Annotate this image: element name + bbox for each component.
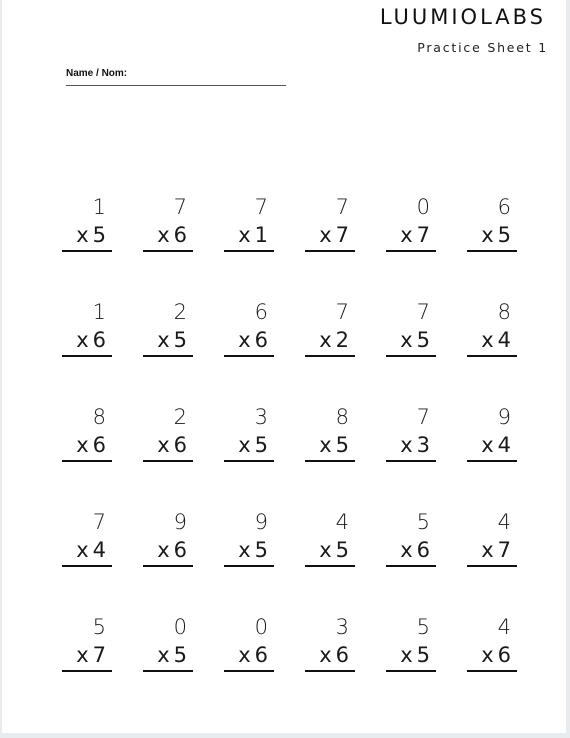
multiply-sign: x bbox=[238, 643, 251, 667]
problem-multiplier: 5 bbox=[416, 328, 430, 352]
answer-line[interactable] bbox=[224, 565, 274, 567]
multiply-sign: x bbox=[319, 328, 332, 352]
problem-multiplier-row bbox=[143, 641, 193, 669]
multiply-sign: x bbox=[76, 643, 89, 667]
problem-multiplicand: 4 bbox=[497, 510, 511, 534]
problem-grid bbox=[62, 193, 518, 672]
answer-line[interactable] bbox=[305, 670, 355, 672]
problem-multiplier: 5 bbox=[254, 538, 268, 562]
multiply-sign: x bbox=[319, 538, 332, 562]
multiplication-problem bbox=[224, 193, 274, 252]
multiply-sign: x bbox=[238, 328, 251, 352]
problem-multiplicand: 6 bbox=[254, 300, 268, 324]
multiplication-problem bbox=[143, 193, 193, 252]
multiply-sign: x bbox=[76, 538, 89, 562]
answer-line[interactable] bbox=[143, 355, 193, 357]
problem-multiplier: 5 bbox=[173, 328, 187, 352]
problem-multiplier-row bbox=[224, 431, 274, 459]
problem-multiplicand: 0 bbox=[254, 615, 268, 639]
problem-multiplicand: 3 bbox=[335, 615, 349, 639]
problem-multiplicand: 5 bbox=[92, 615, 106, 639]
problem-multiplier-row bbox=[467, 326, 517, 354]
multiply-sign: x bbox=[238, 538, 251, 562]
problem-multiplier-row bbox=[143, 431, 193, 459]
multiply-sign: x bbox=[481, 538, 494, 562]
multiplication-problem bbox=[305, 508, 355, 567]
name-write-line[interactable] bbox=[66, 85, 286, 86]
multiply-sign: x bbox=[238, 433, 251, 457]
problem-multiplier: 1 bbox=[254, 223, 268, 247]
multiplication-problem bbox=[467, 613, 517, 672]
multiplication-problem bbox=[62, 508, 112, 567]
problem-multiplier-row bbox=[62, 221, 112, 249]
multiplication-problem bbox=[467, 193, 517, 252]
multiplication-problem bbox=[224, 298, 274, 357]
problem-multiplier-row bbox=[386, 431, 436, 459]
multiply-sign: x bbox=[400, 538, 413, 562]
answer-line[interactable] bbox=[386, 670, 436, 672]
problem-multiplicand: 2 bbox=[173, 405, 187, 429]
multiplication-problem bbox=[62, 298, 112, 357]
multiply-sign: x bbox=[400, 643, 413, 667]
multiply-sign: x bbox=[238, 223, 251, 247]
multiplication-problem bbox=[62, 403, 112, 462]
multiply-sign: x bbox=[481, 433, 494, 457]
problem-multiplier-row bbox=[143, 326, 193, 354]
problem-multiplier-row bbox=[224, 641, 274, 669]
multiplication-problem bbox=[386, 403, 436, 462]
multiplication-problem bbox=[305, 403, 355, 462]
problem-multiplicand: 6 bbox=[497, 195, 511, 219]
problem-multiplicand: 8 bbox=[335, 405, 349, 429]
problem-multiplier-row bbox=[143, 536, 193, 564]
multiply-sign: x bbox=[400, 223, 413, 247]
problem-multiplier-row bbox=[62, 536, 112, 564]
problem-multiplier: 5 bbox=[335, 538, 349, 562]
answer-line[interactable] bbox=[467, 565, 517, 567]
problem-multiplier-row bbox=[467, 536, 517, 564]
multiply-sign: x bbox=[76, 223, 89, 247]
problem-multiplier: 2 bbox=[335, 328, 349, 352]
problem-multiplier: 6 bbox=[416, 538, 430, 562]
problem-multiplier: 6 bbox=[173, 433, 187, 457]
problem-multiplier: 4 bbox=[92, 538, 106, 562]
worksheet-page bbox=[2, 0, 566, 733]
problem-multiplier-row bbox=[467, 431, 517, 459]
multiplication-problem bbox=[386, 298, 436, 357]
problem-multiplier: 6 bbox=[254, 328, 268, 352]
answer-line[interactable] bbox=[386, 565, 436, 567]
name-field-label: Name / Nom: bbox=[66, 68, 128, 79]
problem-multiplier: 6 bbox=[173, 538, 187, 562]
problem-multiplicand: 5 bbox=[416, 615, 430, 639]
problem-multiplicand: 1 bbox=[92, 300, 106, 324]
answer-line[interactable] bbox=[143, 565, 193, 567]
problem-multiplier-row bbox=[467, 641, 517, 669]
problem-multiplicand: 7 bbox=[335, 195, 349, 219]
answer-line[interactable] bbox=[62, 460, 112, 462]
problem-multiplier: 7 bbox=[92, 643, 106, 667]
multiply-sign: x bbox=[157, 538, 170, 562]
answer-line[interactable] bbox=[62, 250, 112, 252]
problem-multiplier-row bbox=[386, 536, 436, 564]
problem-multiplier-row bbox=[305, 431, 355, 459]
multiplication-problem bbox=[143, 613, 193, 672]
answer-line[interactable] bbox=[224, 670, 274, 672]
multiply-sign: x bbox=[319, 223, 332, 247]
multiplication-problem bbox=[467, 403, 517, 462]
problem-multiplicand: 5 bbox=[416, 510, 430, 534]
problem-multiplier-row bbox=[62, 431, 112, 459]
multiply-sign: x bbox=[157, 433, 170, 457]
sheet-subtitle: Practice Sheet 1 bbox=[417, 40, 548, 55]
problem-multiplier-row bbox=[62, 326, 112, 354]
answer-line[interactable] bbox=[305, 565, 355, 567]
problem-multiplier: 5 bbox=[497, 223, 511, 247]
answer-line[interactable] bbox=[143, 250, 193, 252]
problem-multiplicand: 7 bbox=[416, 300, 430, 324]
problem-multiplier: 7 bbox=[497, 538, 511, 562]
multiplication-problem bbox=[143, 298, 193, 357]
multiply-sign: x bbox=[76, 433, 89, 457]
answer-line[interactable] bbox=[386, 355, 436, 357]
problem-multiplier: 6 bbox=[335, 643, 349, 667]
problem-multiplicand: 3 bbox=[254, 405, 268, 429]
problem-multiplier: 4 bbox=[497, 433, 511, 457]
problem-multiplier: 6 bbox=[92, 433, 106, 457]
problem-multiplier-row bbox=[386, 221, 436, 249]
problem-multiplier: 7 bbox=[416, 223, 430, 247]
answer-line[interactable] bbox=[467, 355, 517, 357]
answer-line[interactable] bbox=[305, 355, 355, 357]
answer-line[interactable] bbox=[62, 355, 112, 357]
problem-multiplicand: 1 bbox=[92, 195, 106, 219]
multiplication-problem bbox=[224, 508, 274, 567]
problem-multiplicand: 9 bbox=[497, 405, 511, 429]
problem-multiplicand: 9 bbox=[254, 510, 268, 534]
problem-multiplier: 5 bbox=[173, 643, 187, 667]
multiplication-problem bbox=[62, 613, 112, 672]
problem-multiplier: 4 bbox=[497, 328, 511, 352]
problem-multiplier-row bbox=[305, 326, 355, 354]
answer-line[interactable] bbox=[224, 460, 274, 462]
problem-multiplier: 5 bbox=[416, 643, 430, 667]
multiplication-problem bbox=[224, 403, 274, 462]
multiply-sign: x bbox=[76, 328, 89, 352]
problem-multiplier-row bbox=[386, 326, 436, 354]
problem-multiplier-row bbox=[386, 641, 436, 669]
answer-line[interactable] bbox=[305, 460, 355, 462]
problem-multiplier-row bbox=[143, 221, 193, 249]
brand-logo-text: LUUMIOLABS bbox=[379, 5, 546, 29]
problem-multiplier-row bbox=[224, 221, 274, 249]
multiplication-problem bbox=[386, 193, 436, 252]
multiply-sign: x bbox=[157, 328, 170, 352]
multiplication-problem bbox=[467, 508, 517, 567]
problem-multiplicand: 0 bbox=[416, 195, 430, 219]
problem-multiplicand: 7 bbox=[416, 405, 430, 429]
multiplication-problem bbox=[224, 613, 274, 672]
answer-line[interactable] bbox=[143, 670, 193, 672]
problem-multiplier: 5 bbox=[92, 223, 106, 247]
multiply-sign: x bbox=[400, 433, 413, 457]
problem-multiplicand: 7 bbox=[335, 300, 349, 324]
problem-multiplier: 6 bbox=[254, 643, 268, 667]
multiplication-problem bbox=[386, 508, 436, 567]
multiplication-problem bbox=[467, 298, 517, 357]
problem-multiplicand: 4 bbox=[497, 615, 511, 639]
answer-line[interactable] bbox=[467, 670, 517, 672]
multiplication-problem bbox=[305, 613, 355, 672]
answer-line[interactable] bbox=[386, 460, 436, 462]
problem-multiplier: 5 bbox=[335, 433, 349, 457]
problem-multiplier-row bbox=[305, 221, 355, 249]
answer-line[interactable] bbox=[62, 565, 112, 567]
problem-multiplicand: 0 bbox=[173, 615, 187, 639]
answer-line[interactable] bbox=[467, 250, 517, 252]
problem-multiplier-row bbox=[224, 326, 274, 354]
problem-multiplier: 6 bbox=[92, 328, 106, 352]
multiplication-problem bbox=[386, 613, 436, 672]
problem-multiplicand: 7 bbox=[173, 195, 187, 219]
answer-line[interactable] bbox=[467, 460, 517, 462]
problem-multiplier: 7 bbox=[335, 223, 349, 247]
answer-line[interactable] bbox=[143, 460, 193, 462]
problem-multiplicand: 7 bbox=[254, 195, 268, 219]
problem-multiplier-row bbox=[305, 641, 355, 669]
answer-line[interactable] bbox=[386, 250, 436, 252]
multiplication-problem bbox=[143, 508, 193, 567]
problem-multiplicand: 7 bbox=[92, 510, 106, 534]
answer-line[interactable] bbox=[224, 355, 274, 357]
problem-multiplicand: 4 bbox=[335, 510, 349, 534]
problem-multiplier-row bbox=[62, 641, 112, 669]
problem-multiplier-row bbox=[305, 536, 355, 564]
problem-multiplicand: 8 bbox=[497, 300, 511, 324]
problem-multiplier: 5 bbox=[254, 433, 268, 457]
problem-multiplicand: 8 bbox=[92, 405, 106, 429]
multiply-sign: x bbox=[157, 223, 170, 247]
multiplication-problem bbox=[305, 193, 355, 252]
multiplication-problem bbox=[62, 193, 112, 252]
multiply-sign: x bbox=[319, 643, 332, 667]
answer-line[interactable] bbox=[305, 250, 355, 252]
problem-multiplicand: 9 bbox=[173, 510, 187, 534]
problem-multiplier-row bbox=[224, 536, 274, 564]
multiply-sign: x bbox=[481, 223, 494, 247]
multiply-sign: x bbox=[481, 328, 494, 352]
multiply-sign: x bbox=[157, 643, 170, 667]
problem-multiplier-row bbox=[467, 221, 517, 249]
answer-line[interactable] bbox=[224, 250, 274, 252]
multiplication-problem bbox=[305, 298, 355, 357]
multiply-sign: x bbox=[481, 643, 494, 667]
multiply-sign: x bbox=[319, 433, 332, 457]
problem-multiplier: 6 bbox=[173, 223, 187, 247]
problem-multiplicand: 2 bbox=[173, 300, 187, 324]
multiplication-problem bbox=[143, 403, 193, 462]
answer-line[interactable] bbox=[62, 670, 112, 672]
problem-multiplier: 6 bbox=[497, 643, 511, 667]
multiply-sign: x bbox=[400, 328, 413, 352]
problem-multiplier: 3 bbox=[416, 433, 430, 457]
